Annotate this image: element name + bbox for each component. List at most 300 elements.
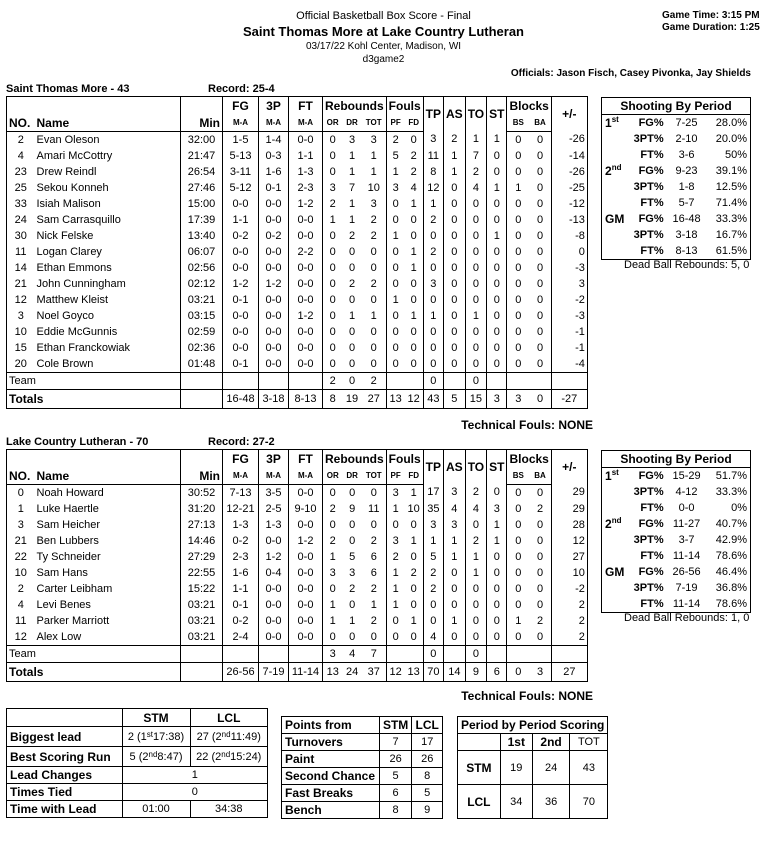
shooting-pct: 0% <box>731 502 747 514</box>
totals-cell: 24 <box>342 662 361 681</box>
officials-text: Officials: Jason Fisch, Casey Pivonka, Jay Shields <box>510 68 751 79</box>
totals-cell: 3 <box>529 662 551 681</box>
stm-head2-0: NO. <box>7 115 35 132</box>
stat-cell: 1-2 <box>289 196 323 212</box>
stat-cell: 0 <box>465 292 486 308</box>
stat-cell: 3 <box>551 276 587 292</box>
shooting-stat: 3PT% <box>633 229 664 241</box>
period-scoring-table <box>457 716 608 819</box>
lead-changes-label: Lead Changes <box>7 767 123 784</box>
shooting-stat: 3PT% <box>633 582 664 594</box>
player-row <box>7 549 588 565</box>
stat-cell: 2-2 <box>289 244 323 260</box>
shooting-period <box>602 179 629 195</box>
stat-cell: 0 <box>487 565 507 581</box>
stat-cell: 0 <box>507 581 529 597</box>
stat-cell: 0 <box>536 598 544 611</box>
br-stm-sup: nd <box>148 749 158 759</box>
stm-team-cell-2 <box>223 372 259 389</box>
points-from-lcl: 17 <box>412 734 443 751</box>
shooting-row <box>602 548 751 564</box>
stat-cell: 0 <box>444 581 466 597</box>
player-row <box>7 292 588 308</box>
totals-cell: 70 <box>423 662 443 681</box>
stat-cell: 0 <box>536 149 544 162</box>
shooting-pct: 71.4% <box>715 197 747 209</box>
stat-cell: 1-4 <box>259 131 289 148</box>
totals-cell: 0 <box>529 389 551 408</box>
stat-cell: -13 <box>551 212 587 228</box>
stat-cell: 27 <box>551 549 587 565</box>
stat-cell: 0-0 <box>289 276 323 292</box>
period-lcl-1: 34 <box>500 785 532 819</box>
points-from-row <box>282 768 443 785</box>
stat-cell: 0 <box>507 597 529 613</box>
stat-cell: 2 <box>386 131 405 148</box>
stm-head1-12: +/- <box>551 97 587 132</box>
player-row <box>7 212 588 228</box>
shooting-pct: 78.6% <box>715 550 747 562</box>
stat-cell: 1 <box>386 292 405 308</box>
period-number: 1 <box>605 469 612 483</box>
stat-cell: 0 <box>386 260 405 276</box>
stm-team-cell-5: 2 <box>323 372 343 389</box>
stat-cell: -8 <box>551 228 587 244</box>
stat-cell: 0-0 <box>289 549 323 565</box>
stat-cell: 0 <box>444 260 466 276</box>
stat-cell: 0 <box>536 165 544 178</box>
stat-cell: 0 <box>323 228 343 244</box>
player-number: 14 <box>14 261 27 274</box>
player-number: 0 <box>17 486 24 499</box>
stat-cell: 0-0 <box>259 212 289 228</box>
stat-cell: 1 <box>410 534 417 547</box>
stat-cell: 1 <box>370 309 377 322</box>
lcl-head1-1 <box>181 450 223 468</box>
shooting-made-attempted: 3-18 <box>675 229 698 241</box>
stat-cell: 0-0 <box>259 308 289 324</box>
player-number: 25 <box>14 181 27 194</box>
stat-cell: 0 <box>370 357 377 370</box>
stat-cell: 0-0 <box>289 484 323 501</box>
shooting-pct: 12.5% <box>715 181 747 193</box>
lcl-head1-11: Blocks <box>507 450 551 468</box>
lcl-head2-5: M-A <box>289 468 323 485</box>
totals-cell: 9 <box>465 662 486 681</box>
totals-cell: 26-56 <box>223 662 259 681</box>
lcl-head2-0: NO. <box>7 468 35 485</box>
summary-lcl-head: LCL <box>190 709 267 727</box>
stat-cell: 1-1 <box>223 212 259 228</box>
stat-cell: 02:56 <box>181 260 223 276</box>
lcl-head2-1: Name <box>35 468 181 485</box>
stat-cell: 0-0 <box>289 597 323 613</box>
period-number: 2 <box>605 517 612 531</box>
stat-cell: 1 <box>323 597 343 613</box>
stat-cell: 1 <box>444 164 466 180</box>
stat-cell: 28 <box>551 517 587 533</box>
stat-cell: 0 <box>348 341 356 354</box>
bl-stm-sup: st <box>146 729 154 739</box>
stat-cell: 3 <box>349 566 356 579</box>
player-number: 2 <box>17 582 24 595</box>
player-number: 30 <box>14 229 27 242</box>
stat-cell: 6 <box>370 566 377 579</box>
stat-cell: 0 <box>507 565 529 581</box>
stat-cell: 0 <box>507 260 529 276</box>
time-with-lead-label: Time with Lead <box>7 801 123 818</box>
stat-cell: -1 <box>551 340 587 356</box>
stat-cell: 0-0 <box>223 340 259 356</box>
player-number: 21 <box>14 277 27 290</box>
player-number: 22 <box>14 550 27 563</box>
points-from-stm: 7 <box>379 734 412 751</box>
lcl-shooting-by-period <box>601 450 751 613</box>
stat-cell: 0 <box>323 244 343 260</box>
stat-cell: 0 <box>536 197 544 210</box>
stat-cell: 15:22 <box>181 581 223 597</box>
stat-cell: 0 <box>487 244 507 260</box>
stat-cell: 0 <box>507 549 529 565</box>
shooting-pct: 61.5% <box>715 245 747 257</box>
stm-team-cell-14 <box>507 372 529 389</box>
lcl-team-cell-8 <box>386 645 405 662</box>
shooting-made-attempted: 3-7 <box>678 534 695 546</box>
stat-cell: 0 <box>444 244 466 260</box>
stat-cell: 0-0 <box>259 260 289 276</box>
bl-lcl-b: 11:49) <box>230 730 261 743</box>
stat-cell: 0 <box>536 325 544 338</box>
stm-team-cell-4 <box>289 372 323 389</box>
shooting-period <box>602 243 629 260</box>
stat-cell: -1 <box>551 324 587 340</box>
lcl-head1-7: TP <box>423 450 443 485</box>
lcl-team-cell-3 <box>259 645 289 662</box>
stm-head1-3: 3P <box>259 97 289 115</box>
totals-cell: 5 <box>444 389 466 408</box>
shooting-row <box>602 131 751 147</box>
stat-cell: 2 <box>323 196 343 212</box>
points-from-stm: 26 <box>379 751 412 768</box>
player-name: Parker Marriott <box>36 614 110 627</box>
stat-cell: 1 <box>507 180 529 196</box>
points-from-row <box>282 751 443 768</box>
totals-cell: 12 <box>386 662 405 681</box>
stat-cell: 2 <box>349 582 356 595</box>
stat-cell: 1 <box>386 164 405 180</box>
totals-cell: 13 <box>386 389 405 408</box>
stat-cell: 0 <box>487 276 507 292</box>
lcl-head2-9: PF <box>386 468 405 485</box>
stat-cell: 0-0 <box>289 613 323 629</box>
lcl-head1-10: ST <box>487 450 507 485</box>
stat-cell: 29 <box>551 484 587 501</box>
player-name: Ethan Emmons <box>36 261 112 274</box>
stat-cell: 0-0 <box>289 565 323 581</box>
lcl-team-cell-9 <box>405 645 424 662</box>
lcl-team-cell-4 <box>289 645 323 662</box>
stat-cell: 1 <box>349 614 356 627</box>
stm-shooting-title: Shooting By Period <box>602 98 751 115</box>
stat-cell: 1 <box>465 565 486 581</box>
stat-cell: 2 <box>465 484 486 501</box>
stm-head1-4: FT <box>289 97 323 115</box>
stm-head1-1 <box>181 97 223 115</box>
stat-cell: 0 <box>348 245 356 258</box>
stat-cell: 0 <box>536 133 544 146</box>
stat-cell: 0 <box>323 292 343 308</box>
stat-cell: 1 <box>323 212 343 228</box>
period-suffix: st <box>611 115 619 124</box>
player-row <box>7 131 588 148</box>
stat-cell: 10 <box>367 181 380 194</box>
lcl-head1-0 <box>7 450 181 468</box>
times-tied-value: 0 <box>122 784 267 801</box>
shooting-period <box>602 548 629 564</box>
stat-cell: 0-2 <box>223 613 259 629</box>
stat-cell: 1 <box>423 533 443 549</box>
stat-cell: 0 <box>410 277 417 290</box>
shooting-made-attempted: 8-13 <box>675 245 698 257</box>
shooting-row <box>602 179 751 195</box>
stat-cell: 0 <box>487 597 507 613</box>
stat-cell: 0 <box>507 292 529 308</box>
stm-head2-11: BS <box>507 115 529 132</box>
shooting-pct: 46.4% <box>715 566 747 578</box>
player-number: 20 <box>14 357 27 370</box>
stat-cell: 0 <box>444 629 466 646</box>
stat-cell: 0-1 <box>223 356 259 373</box>
shooting-period <box>602 163 629 179</box>
stat-cell: 6 <box>370 550 377 563</box>
stat-cell: 0 <box>465 356 486 373</box>
lcl-head1-12: +/- <box>551 450 587 485</box>
shooting-made-attempted: 11-14 <box>672 598 701 610</box>
stat-cell: 2 <box>323 501 343 517</box>
stm-head2-4: M-A <box>259 115 289 132</box>
stat-cell: 2 <box>348 229 356 242</box>
stat-cell: 0 <box>410 550 417 563</box>
stat-cell: 0 <box>487 549 507 565</box>
player-name: Noel Goyco <box>36 309 94 322</box>
stat-cell: -26 <box>551 131 587 148</box>
period-stm-2: 24 <box>532 751 569 785</box>
lcl-head2-3: M-A <box>223 468 259 485</box>
points-from-lcl: 8 <box>412 768 443 785</box>
stat-cell: 0 <box>323 581 343 597</box>
stat-cell: 0 <box>487 292 507 308</box>
stat-cell: 0-0 <box>259 340 289 356</box>
lcl-team-cell-7: 7 <box>362 645 386 662</box>
stat-cell: 2-4 <box>223 629 259 646</box>
shooting-period <box>602 131 629 147</box>
stm-head1-0 <box>7 97 181 115</box>
bl-lcl-sup: nd <box>221 729 231 739</box>
stat-cell: 0 <box>487 212 507 228</box>
stat-cell: 1 <box>487 533 507 549</box>
points-from-label: Fast Breaks <box>282 785 380 802</box>
shooting-period <box>602 468 629 485</box>
stat-cell: 2 <box>348 277 356 290</box>
stat-cell: 2 <box>551 597 587 613</box>
lcl-head2-4: M-A <box>259 468 289 485</box>
stat-cell: 26:54 <box>181 164 223 180</box>
stat-cell: 0 <box>410 133 417 146</box>
stat-cell: 0-0 <box>259 196 289 212</box>
stat-cell: 0 <box>410 325 417 338</box>
stat-cell: 0 <box>487 629 507 646</box>
stat-cell: 0-2 <box>223 228 259 244</box>
shooting-stat: FG% <box>638 213 664 225</box>
stat-cell: 14:46 <box>181 533 223 549</box>
lcl-team-cell-0: Team <box>7 645 181 662</box>
shooting-stat: FG% <box>638 566 664 578</box>
stat-cell: 3 <box>323 565 343 581</box>
stat-cell: 3-5 <box>259 484 289 501</box>
stat-cell: 0 <box>386 517 405 533</box>
points-from-label: Second Chance <box>282 768 380 785</box>
date-location: 03/17/22 Kohl Center, Madison, WI <box>305 41 462 52</box>
stm-head1-5: Rebounds <box>323 97 387 115</box>
stat-cell: 0 <box>423 324 443 340</box>
totals-cell: 3 <box>487 389 507 408</box>
stat-cell: 1-2 <box>259 549 289 565</box>
player-number: 11 <box>15 245 27 258</box>
stat-cell: 0 <box>507 517 529 533</box>
stat-cell: 1 <box>487 228 507 244</box>
totals-cell: 3 <box>507 389 529 408</box>
stat-cell: 0 <box>507 131 529 148</box>
stat-cell: 02:59 <box>181 324 223 340</box>
stat-cell: 0 <box>444 565 466 581</box>
player-name: Carter Leibham <box>36 582 113 595</box>
shooting-made-attempted: 11-27 <box>672 518 701 530</box>
stm-head1-10: ST <box>487 97 507 132</box>
stat-cell: 0 <box>536 341 544 354</box>
lcl-head1-2: FG <box>223 450 259 468</box>
stat-cell: 0 <box>487 613 507 629</box>
stat-cell: 0 <box>370 518 377 531</box>
stat-cell: 1-2 <box>259 276 289 292</box>
bl-lcl-a: 27 (2 <box>196 730 222 743</box>
stat-cell: 0 <box>348 261 356 274</box>
stat-cell: 1-6 <box>223 565 259 581</box>
totals-cell: 16-48 <box>223 389 259 408</box>
stat-cell: 0 <box>370 261 377 274</box>
stat-cell: 0 <box>386 629 405 646</box>
player-number: 1 <box>17 502 24 515</box>
lcl-head1-6: Fouls <box>386 450 423 468</box>
period-number: 1 <box>605 116 612 130</box>
player-row <box>7 276 588 292</box>
stat-cell: 2-3 <box>223 549 259 565</box>
stat-cell: 5 <box>386 148 405 164</box>
stat-cell: -26 <box>551 164 587 180</box>
shooting-period: GM <box>605 212 625 226</box>
stat-cell: 0 <box>507 533 529 549</box>
shooting-made-attempted: 5-7 <box>678 197 695 209</box>
stat-cell: 0 <box>323 517 343 533</box>
stat-cell: 0 <box>551 244 587 260</box>
lcl-team-name: Lake Country Lutheran - 70 <box>6 436 149 448</box>
stat-cell: 1 <box>423 196 443 212</box>
shooting-made-attempted: 3-6 <box>678 149 695 161</box>
best-run-label: Best Scoring Run <box>7 747 123 767</box>
stat-cell: 0 <box>536 213 544 226</box>
stat-cell: 0 <box>410 598 417 611</box>
biggest-lead-lcl <box>190 727 267 747</box>
stat-cell: 4 <box>465 501 486 517</box>
player-name: Sam Carrasquillo <box>36 213 121 226</box>
stat-cell: 3 <box>348 133 356 146</box>
stat-cell: 0 <box>348 293 356 306</box>
officials <box>511 68 751 79</box>
stat-cell: 0 <box>507 501 529 517</box>
points-from-row <box>282 802 443 819</box>
stat-cell: 1 <box>410 197 417 210</box>
stat-cell: 2 <box>423 244 443 260</box>
shooting-row <box>602 596 751 613</box>
stat-cell: 0 <box>507 276 529 292</box>
stat-cell: 1 <box>386 565 405 581</box>
stm-record: Record: 25-4 <box>208 83 275 95</box>
shooting-stat: FG% <box>638 117 664 129</box>
stat-cell: 0 <box>423 260 443 276</box>
stat-cell: 1 <box>410 245 417 258</box>
stat-cell: 0-0 <box>259 356 289 373</box>
stat-cell: 0 <box>349 534 356 547</box>
stat-cell: 0 <box>323 629 343 646</box>
shooting-row <box>602 211 751 227</box>
biggest-lead-stm <box>122 727 190 747</box>
shooting-period <box>602 500 629 516</box>
player-name: Noah Howard <box>36 486 104 499</box>
lcl-team-cell-12: 0 <box>465 645 486 662</box>
lcl-team-cell-5: 3 <box>323 645 343 662</box>
matchup-title: Saint Thomas More at Lake Country Lutheran <box>243 24 524 39</box>
player-number: 23 <box>14 165 27 178</box>
stat-cell: 0 <box>410 582 417 595</box>
stat-cell: 3 <box>423 517 443 533</box>
shooting-pct: 33.3% <box>715 213 747 225</box>
points-from-stm: 5 <box>379 768 412 785</box>
stm-head2-6: OR <box>323 115 343 132</box>
player-name: Ty Schneider <box>36 550 101 563</box>
period-team-lcl: LCL <box>458 785 501 819</box>
shooting-period: GM <box>605 565 625 579</box>
stat-cell: 2 <box>423 581 443 597</box>
stat-cell: 0 <box>423 356 443 373</box>
stat-cell: 2 <box>551 613 587 629</box>
stat-cell: 0-0 <box>223 196 259 212</box>
shooting-period <box>602 532 629 548</box>
stat-cell: 0 <box>370 341 377 354</box>
stat-cell: 1 <box>410 486 417 499</box>
stat-cell: 1-5 <box>223 131 259 148</box>
best-run-stm <box>122 747 190 767</box>
stat-cell: 0 <box>487 164 507 180</box>
stat-cell: 1 <box>465 308 486 324</box>
stat-cell: 0 <box>323 484 343 501</box>
player-row <box>7 597 588 613</box>
stat-cell: 0 <box>386 356 405 373</box>
stat-cell: 0-2 <box>223 533 259 549</box>
stat-cell: 0 <box>507 308 529 324</box>
stat-cell: 2 <box>323 533 343 549</box>
lcl-head1-4: FT <box>289 450 323 468</box>
stat-cell: 0-0 <box>259 324 289 340</box>
stat-cell: 0 <box>536 534 544 547</box>
